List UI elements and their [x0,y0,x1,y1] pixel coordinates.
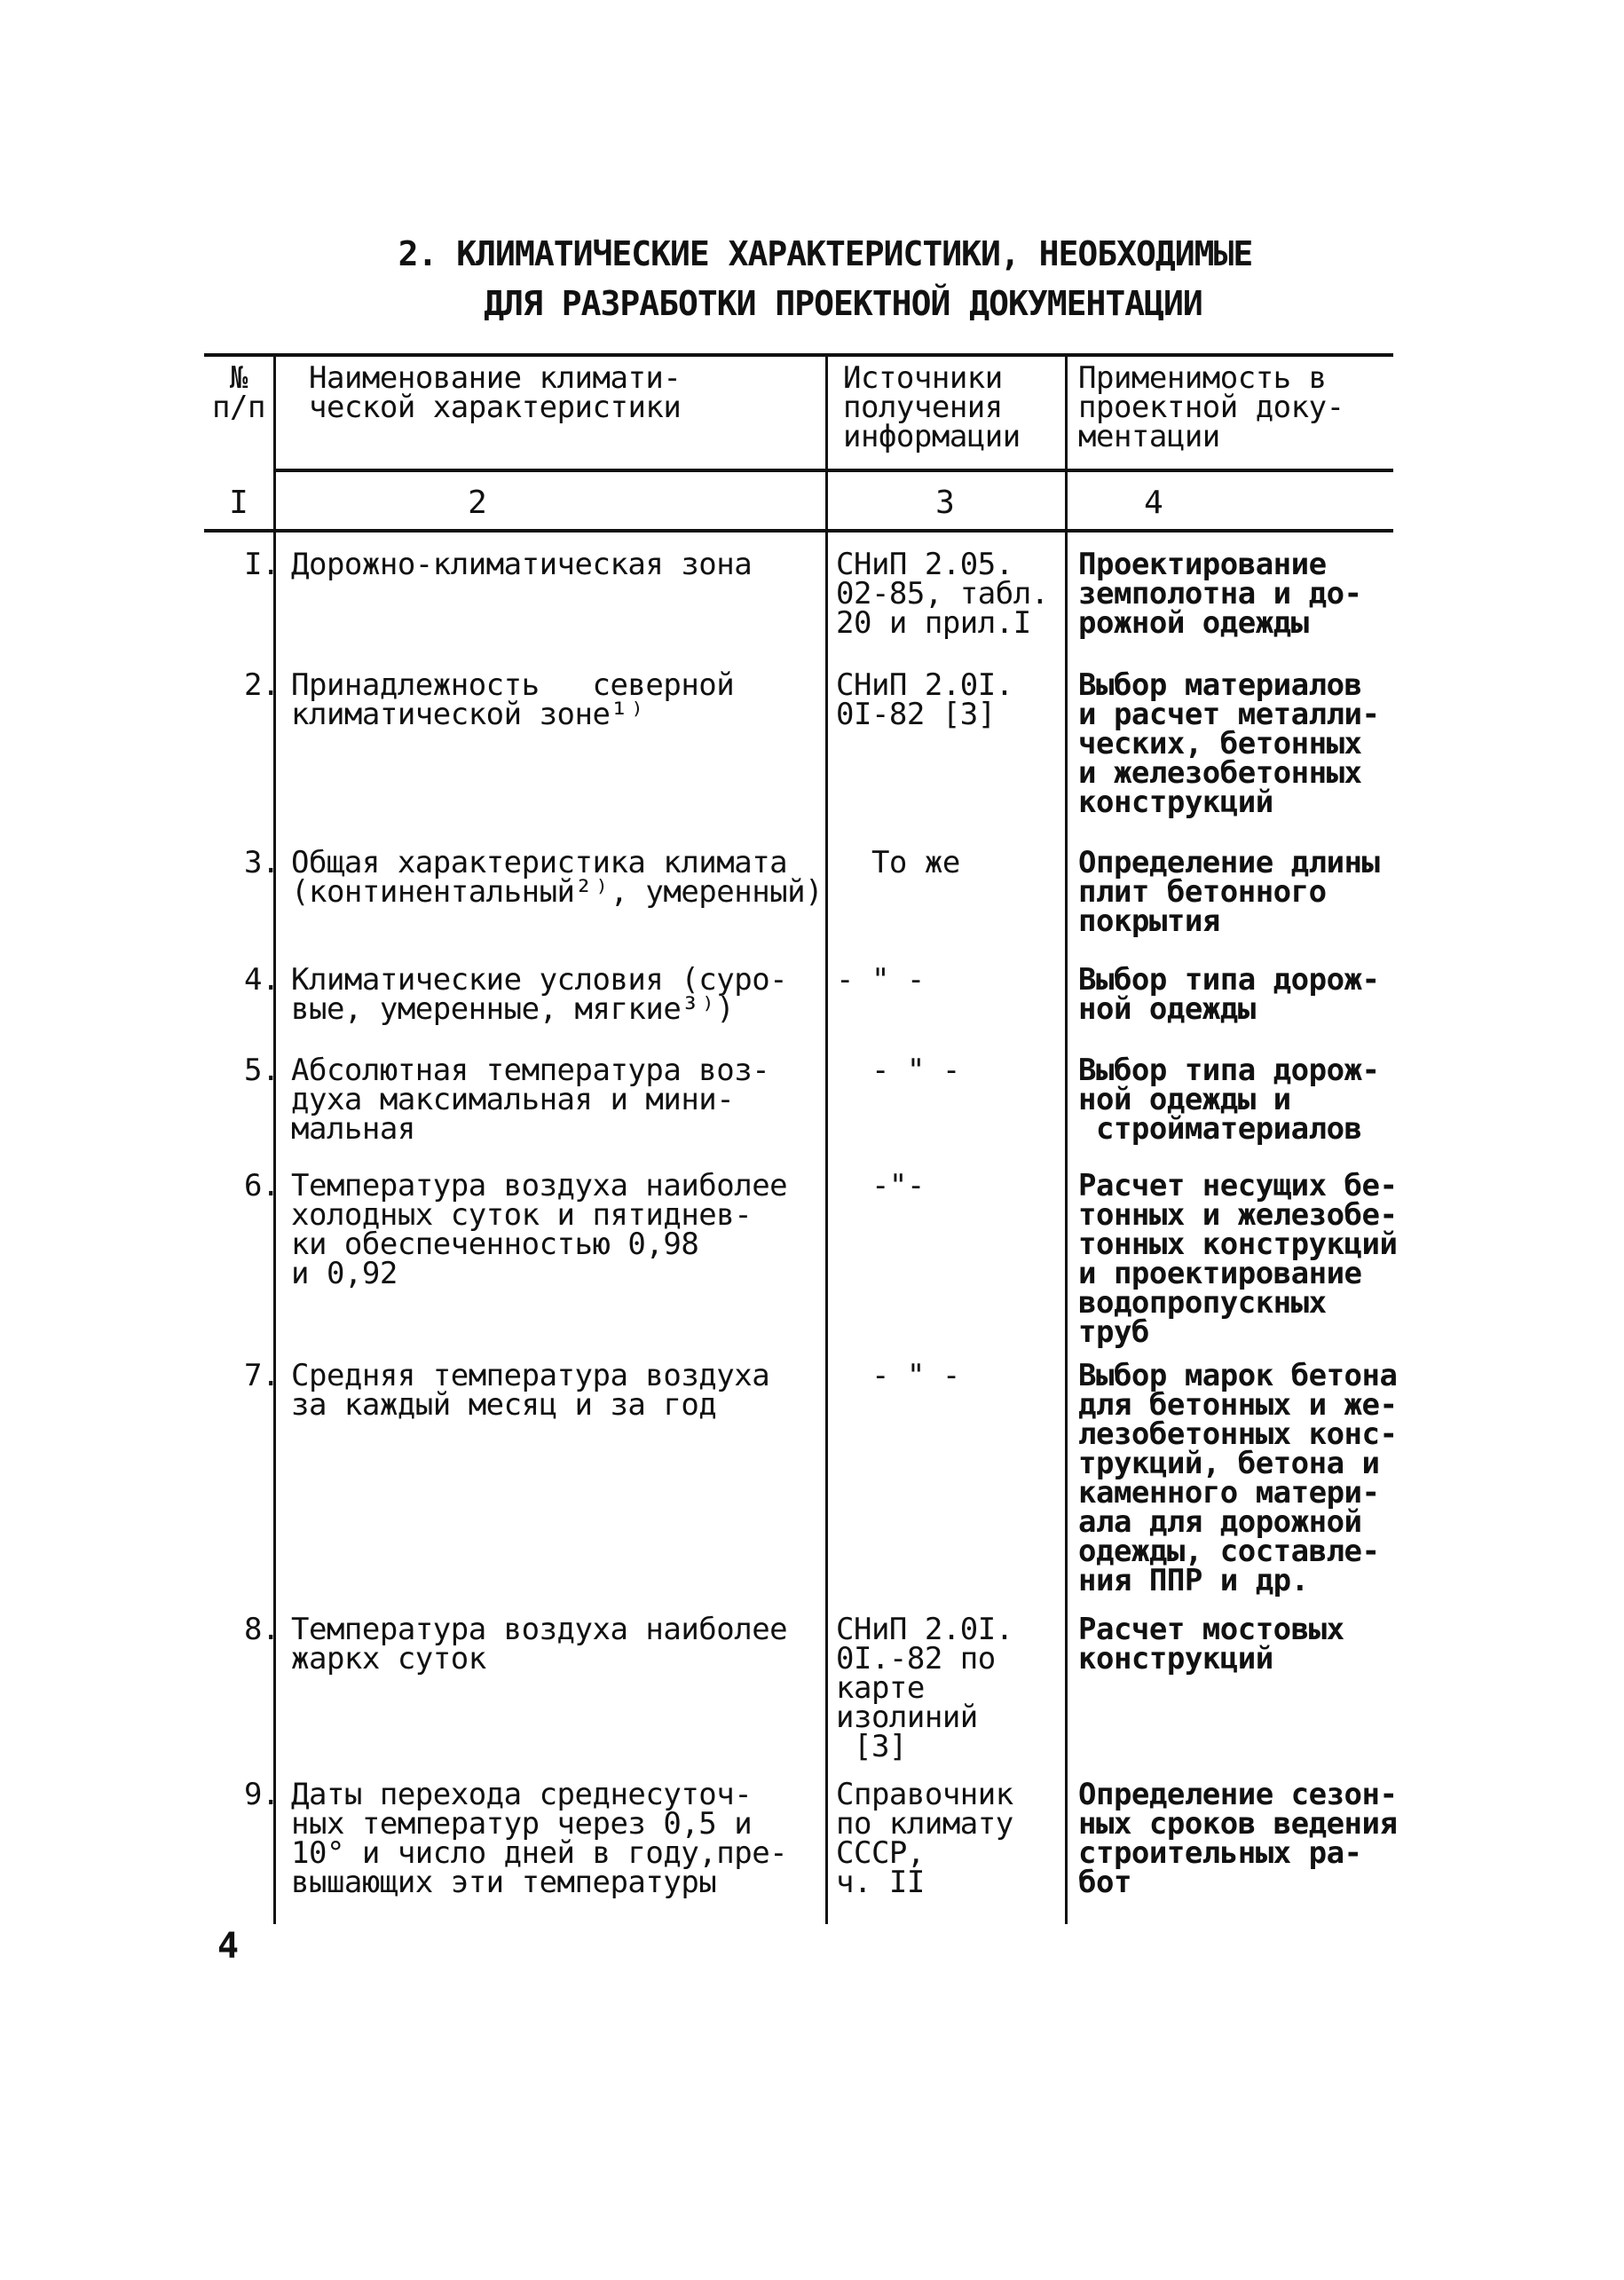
col-divider-3 [1065,353,1068,1924]
colnum-bottom-rule [204,529,1393,533]
header-bottom-rule [273,469,1393,472]
characteristic-name: Дорожно-климатическая зона [291,547,753,582]
col-divider-2 [825,353,828,1924]
row-number: 7. [244,1358,280,1393]
applicability: Проектирование земполотна и до- рожной одежды [1078,547,1362,641]
characteristic-name: Даты перехода среднесуточ- ных температур через 0,5 и 10° и число дней в году,пре- вышающих эти температуры [291,1777,788,1900]
row-number: 6. [244,1168,280,1203]
info-source: - " - [836,1358,960,1393]
header-number: № п/п [212,360,265,425]
header-source: Источники получения информации [843,360,1021,454]
row-number: 2. [244,667,280,703]
info-source: - " - [836,1053,960,1088]
characteristic-name: Средняя температура воздуха за каждый месяц и за год [291,1358,770,1423]
colnum-3: 3 [935,485,955,521]
title-line-2: ДЛЯ РАЗРАБОТКИ ПРОЕКТНОЙ ДОКУМЕНТАЦИИ [484,284,1202,323]
applicability: Выбор типа дорож- ной одежды и стройматериалов [1078,1053,1380,1147]
applicability: Расчет мостовых конструкций [1078,1612,1344,1676]
characteristic-name: Температура воздуха наиболее холодных суток и пятиднев- ки обеспеченностью 0,98 и 0,92 [291,1168,788,1291]
row-number: 4. [244,962,280,998]
colnum-1: I [229,485,248,521]
header-applicability: Применимость в проектной доку- ментации [1078,360,1344,454]
characteristic-name: Общая характеристика климата (континентальный²⁾, умеренный) [291,845,824,910]
applicability: Выбор типа дорож- ной одежды [1078,962,1380,1027]
page-number: 4 [217,1926,240,1967]
info-source: СНиП 2.0I. 0I-82 [3] [836,667,1013,732]
info-source: -"- [836,1168,925,1203]
info-source: СНиП 2.0I. 0I.-82 по карте изолиний [3] [836,1612,1013,1764]
info-source: То же [836,845,960,880]
row-number: 3. [244,845,280,880]
row-number: 8. [244,1612,280,1647]
colnum-2: 2 [468,485,487,521]
info-source: - " - [836,962,925,998]
table-top-rule [204,353,1393,357]
applicability: Определение длины плит бетонного покрытия [1078,845,1380,939]
page-title [0,229,1624,328]
row-number: I. [244,547,280,582]
title-line-1: 2. КЛИМАТИЧЕСКИЕ ХАРАКТЕРИСТИКИ, НЕОБХОДИМЫЕ [398,234,1253,273]
characteristic-name: Принадлежность северной климатической зоне¹⁾ [291,667,735,732]
row-number: 9. [244,1777,280,1812]
row-number: 5. [244,1053,280,1088]
header-name: Наименование климати- ческой характеристики [309,360,682,425]
colnum-4: 4 [1144,485,1163,521]
characteristic-name: Температура воздуха наиболее жаркх суток [291,1612,788,1676]
characteristic-name: Климатические условия (суро- вые, умеренные, мягкие³⁾) [291,962,788,1027]
info-source: СНиП 2.05. 02-85, табл. 20 и прил.I [836,547,1049,641]
climate-table [204,353,1398,1924]
info-source: Справочник по климату СССР, ч. II [836,1777,1013,1900]
applicability: Определение сезон- ных сроков ведения строительных ра- бот [1078,1777,1398,1900]
characteristic-name: Абсолютная температура воз- духа максимальная и мини- мальная [291,1053,770,1147]
col-divider-1 [273,353,276,1924]
applicability: Выбор марок бетона для бетонных и же- лезобетонных конс- трукций, бетона и каменного матери- ала для дорожной одежды, составле- ния ППР и др. [1078,1358,1398,1598]
applicability: Расчет несущих бе- тонных и железобе- тонных конструкций и проектирование водопропускных труб [1078,1168,1398,1350]
applicability: Выбор материалов и расчет металли- ческих, бетонных и железобетонных конструкций [1078,667,1380,820]
